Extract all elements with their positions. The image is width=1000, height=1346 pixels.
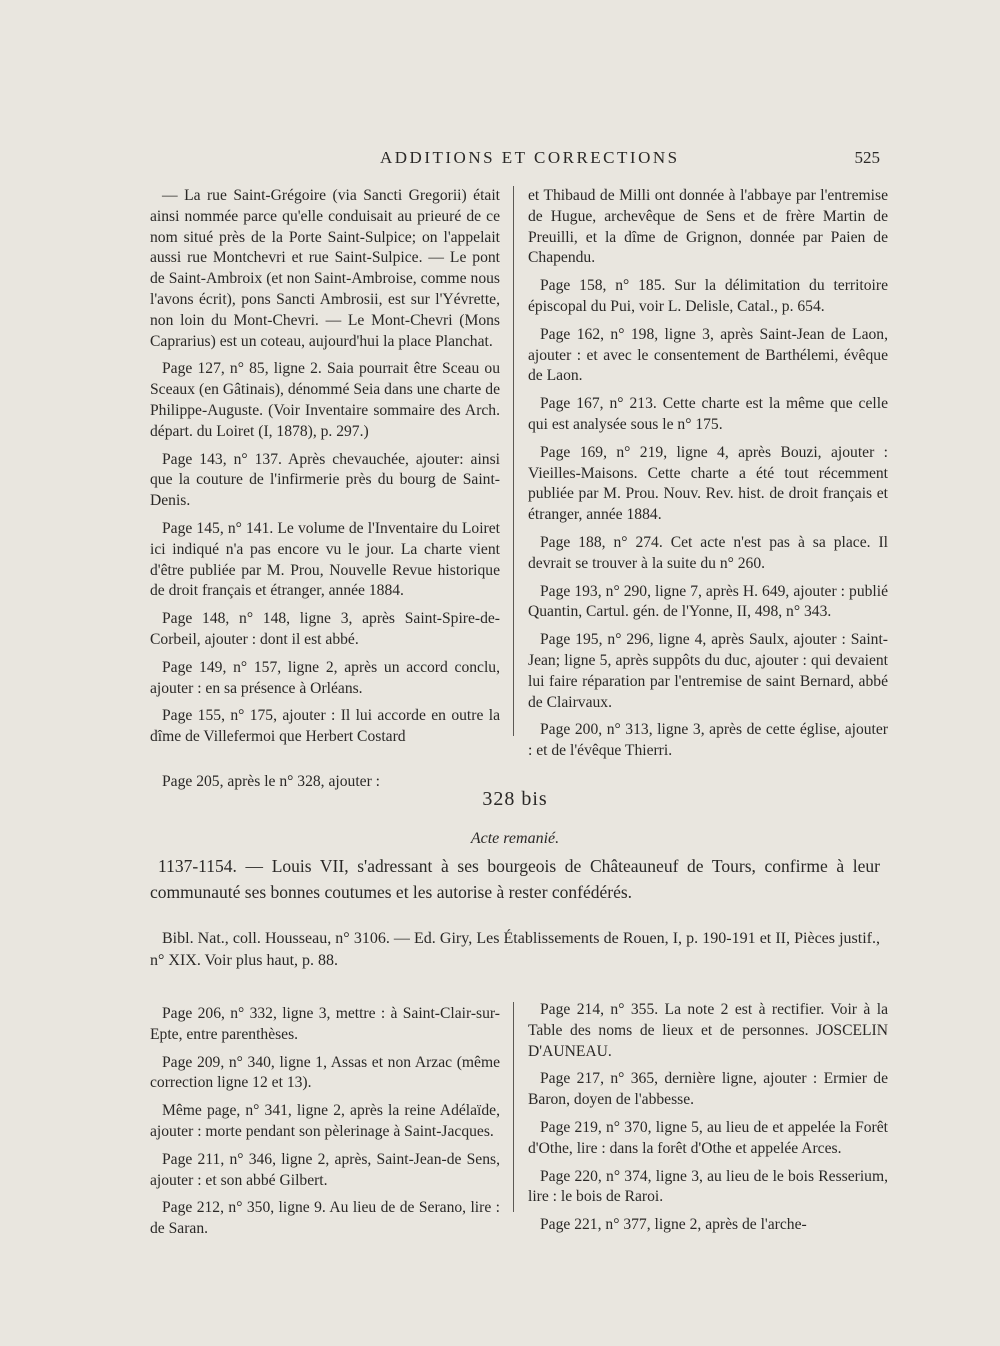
paragraph: Page 219, n° 370, ligne 5, au lieu de et appelée la Forêt d'Othe, lire : dans la forêt d'Othe et appelée Arces.: [528, 1118, 888, 1157]
paragraph: Page 217, n° 365, dernière ligne, ajouter : Ermier de Baron, doyen de l'abbesse.: [528, 1070, 888, 1109]
paragraph: Page 149, n° 157, ligne 2, après un accord conclu, ajouter : en sa présence à Orléans.: [150, 658, 500, 697]
paragraph: Page 214, n° 355. La note 2 est à rectifier. Voir à la Table des noms de lieux et de personnes. JOSCELIN D'AUNEAU.: [528, 1001, 888, 1060]
insert-lead: Page 205, après le n° 328, ajouter :: [162, 773, 380, 790]
paragraph: Page 211, n° 346, ligne 2, après, Saint-Jean-de Sens, ajouter : et son abbé Gilbert.: [150, 1150, 500, 1189]
paragraph: Page 221, n° 377, ligne 2, après de l'arche-: [540, 1216, 807, 1234]
paragraph: Page 162, n° 198, ligne 3, après Saint-Jean de Laon, ajouter : et avec le consentement de Barthélemi, évêque de Laon.: [528, 325, 888, 385]
paragraph: — La rue Saint-Grégoire (via Sancti Gregorii) était ainsi nommée parce qu'elle conduisait au prieuré de ce nom situé près de la Porte Saint-Sulpice; on l'appelait aussi rue Montchevri et rue Saint-Sulpice. — Le pont de Saint-Ambroix (et non Saint-Ambroise, comme nous l'avons écrit), pons Sancti Ambrosii, est sur l'Yévrette, non loin du Mont-Chevri. — Le Mont-Chevri (Mons Caprarius) est un coteau, aujourd'hui la place Planchat.: [150, 187, 500, 350]
paragraph: Page 193, n° 290, ligne 7, après H. 649, ajouter : publié Quantin, Cartul. gén. de l'Yonne, II, 498, n° 343.: [528, 582, 888, 621]
entry-number: 328 bis: [482, 788, 548, 810]
paragraph: Page 127, n° 85, ligne 2. Saia pourrait être Sceau ou Sceaux (en Gâtinais), dénommé Seia dans une charte de Philippe-Auguste. (Voir Inventaire sommaire des Arch. départ. du Loiret (I, 1878), p. 297.): [150, 360, 500, 440]
paragraph: Page 148, n° 148, ligne 3, après Saint-Spire-de-Corbeil, ajouter : dont il est abbé.: [150, 610, 500, 648]
top-right-column: [528, 186, 888, 769]
paragraph: Page 158, n° 185. Sur la délimitation du territoire épiscopal du Pui, voir L. Delisle, Catal., p. 654.: [528, 277, 888, 315]
paragraph: Page 167, n° 213. Cette charte est la même que celle qui est analysée sous le n° 175.: [528, 395, 888, 433]
paragraph: Page 220, n° 374, ligne 3, au lieu de le bois Resserium, lire : le bois de Raroi.: [528, 1167, 888, 1206]
bottom-right-column: [528, 1000, 888, 1243]
paragraph: Page 169, n° 219, ligne 4, après Bouzi, ajouter : Vieilles-Maisons. Cette charte a été tout récemment publiée par M. Prou. Nouv. Rev. hist. de droit français et étranger, année 1884.: [528, 443, 888, 524]
page-number: 525: [854, 148, 880, 167]
paragraph: Page 206, n° 332, ligne 3, mettre : à Saint-Clair-sur-Epte, entre parenthèses.: [150, 1005, 500, 1043]
paragraph: Page 200, n° 313, ligne 3, après de cette église, ajouter : et de l'évêque Thierri.: [528, 721, 888, 760]
page-header: [150, 148, 880, 172]
paragraph: Même page, n° 341, ligne 2, après la reine Adélaïde, ajouter : morte pendant son pèlerinage à Saint-Jacques.: [150, 1102, 500, 1140]
paragraph: Page 212, n° 350, ligne 9. Au lieu de de Serano, lire : de Saran.: [150, 1199, 500, 1238]
paragraph: Page 188, n° 274. Cet acte n'est pas à sa place. Il devrait se trouver à la suite du n° 260.: [528, 533, 888, 572]
paragraph: Page 155, n° 175, ajouter : Il lui accorde en outre la dîme de Villefermoi que Herbert Costard: [150, 707, 500, 746]
paragraph: Page 143, n° 137. Après chevauchée, ajouter: ainsi que la couture de l'infirmerie près du bourg de Saint-Denis.: [150, 450, 500, 510]
top-left-column: [150, 186, 500, 755]
entry-summary: 1137-1154. — Louis VII, s'adressant à ses bourgeois de Châteauneuf de Tours, confirme à leur communauté ses bonnes coutumes et les autorise à rester confédérés.: [150, 856, 880, 902]
column-divider: [513, 186, 514, 736]
bottom-left-column: [150, 1004, 500, 1247]
acte-heading: Acte remanié.: [470, 830, 560, 847]
paragraph: Page 195, n° 296, ligne 4, après Saulx, ajouter : Saint-Jean; ligne 5, après suppôts du duc, ajouter : qui devaient lui faire réparation par l'entremise de saint Bernard, abbé de Clairvaux.: [528, 631, 888, 711]
column-divider: [513, 1002, 514, 1212]
running-title: ADDITIONS ET CORRECTIONS: [380, 148, 680, 167]
paragraph: Page 145, n° 141. Le volume de l'Inventaire du Loiret ici indiqué n'a pas encore vu le jour. La charte vient d'être publiée par M. Prou, Nouvelle Revue historique de droit français et étranger, année 1884.: [150, 519, 500, 600]
paragraph: Page 209, n° 340, ligne 1, Assas et non Arzac (même correction ligne 12 et 13).: [150, 1053, 500, 1092]
paragraph: et Thibaud de Milli ont donnée à l'abbaye par l'entremise de Hugue, archevêque de Sens et de frère Martin de Preuilli, et la dîme de Grignon, donnée par Paien de Chapendu.: [528, 187, 888, 267]
bibliography: Bibl. Nat., coll. Housseau, n° 3106. — Ed. Giry, Les Établissements de Rouen, I, p. 190-191 et II, Pièces justif., n° XIX. Voir plus haut, p. 88.: [150, 930, 880, 969]
